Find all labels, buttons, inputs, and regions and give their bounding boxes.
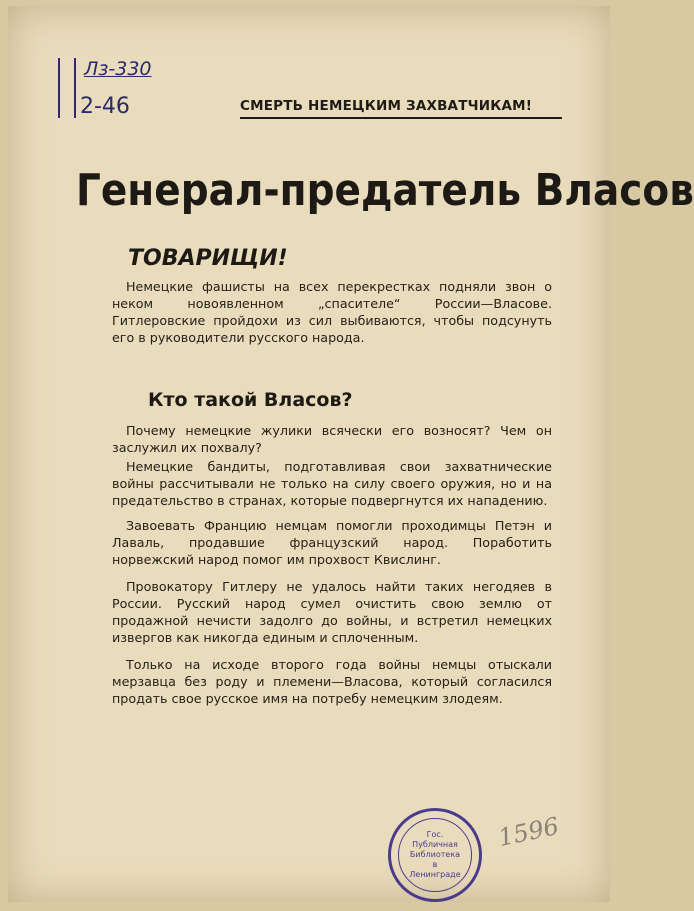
intro-block (112, 278, 552, 346)
section-heading: Кто такой Власов? (148, 389, 353, 411)
archive-bars (58, 58, 76, 118)
page-title: Генерал-предатель Власов (76, 166, 694, 217)
paragraph-3: Завоевать Францию немцам помогли проходимцы Петэн и Лаваль, продавшие французский народ. Поработить норвежский народ помог им прохвост Квислинг. (112, 518, 552, 567)
stamp-line-3: Библиотека (409, 850, 461, 859)
stamp-inner-ring (398, 818, 472, 892)
stamp-line-2: Публичная (412, 840, 458, 849)
stamp-line-4: в (432, 860, 438, 869)
greeting: ТОВАРИЩИ! (128, 246, 288, 271)
body-block (112, 422, 552, 707)
archive-number: 2-46 (80, 94, 130, 119)
stamp-line-5: Ленинграде (409, 870, 461, 879)
paragraph-4: Провокатору Гитлеру не удалось найти таких негодяев в России. Русский народ сумел очистить свою землю от продажной нечисти задолго до войны, и встретил немецких извергов как никогда единым и сплоченным. (112, 579, 552, 645)
library-stamp (388, 808, 482, 902)
archive-code: Лз-330 (84, 58, 152, 80)
leaflet-page (8, 6, 694, 902)
intro-paragraph: Немецкие фашисты на всех перекрестках подняли звон о неком новоявленном „спасителе“ России—Власове. Гитлеровские пройдохи из сил выбиваются, чтобы подсунуть его в руководители русского народа. (112, 279, 552, 345)
paragraph-2: Немецкие бандиты, подготавливая свои захватнические войны рассчитывали не только на силу своего оружия, но и на предательство в странах, которые подвергнутся их нападению. (112, 459, 552, 508)
paragraph-1: Почему немецкие жулики всячески его возносят? Чем он заслужил их похвалу? (112, 423, 552, 455)
paragraph-5: Только на исходе второго года войны немцы отыскали мерзавца без роду и племени—Власова, который согласился продать свое русское имя на потребу немецким злодеям. (112, 657, 552, 706)
stamp-line-1: Гос. (426, 830, 444, 839)
pencil-mark: 1596 (495, 811, 562, 853)
slogan: СМЕРТЬ НЕМЕЦКИМ ЗАХВАТЧИКАМ! (240, 98, 562, 119)
